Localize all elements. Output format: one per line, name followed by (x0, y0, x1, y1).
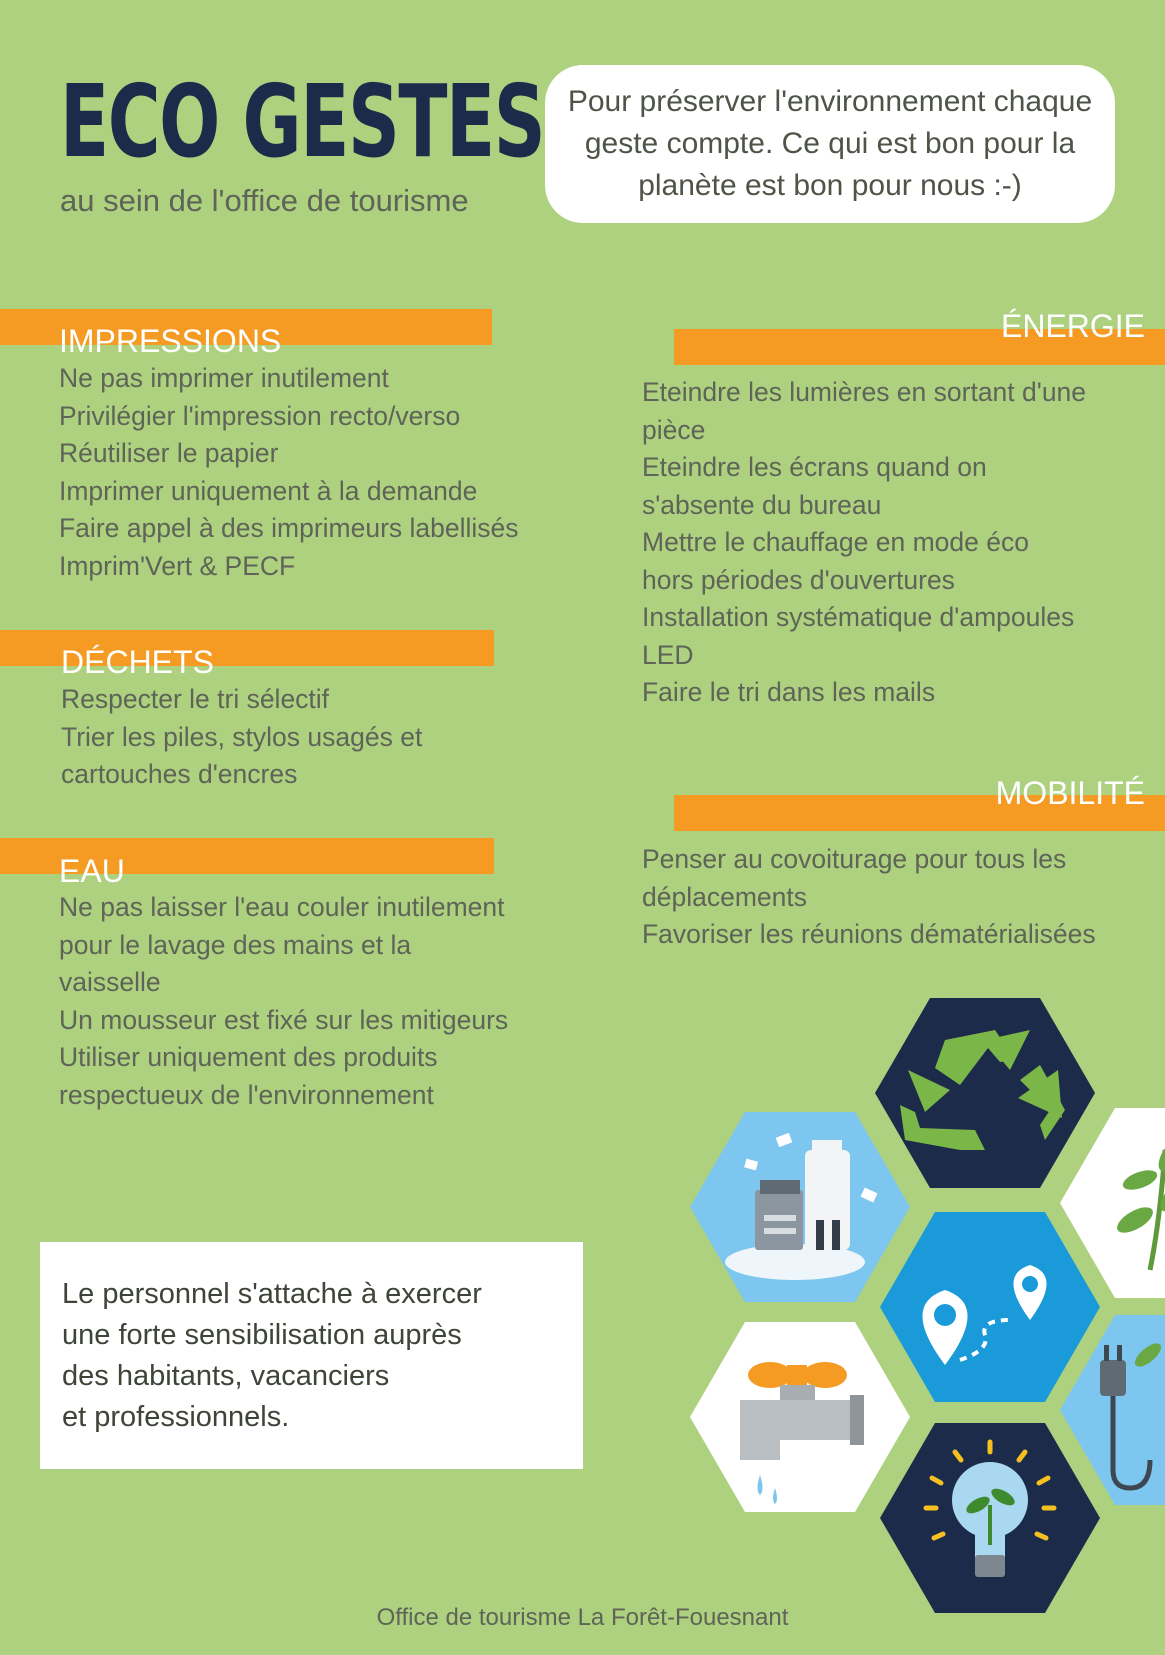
list-item: pièce (642, 414, 706, 445)
section-title-impressions: IMPRESSIONS (59, 323, 282, 359)
list-item: vaisselle (59, 967, 161, 997)
awareness-line: une forte sensibilisation auprès (62, 1319, 462, 1351)
section-title-eau: EAU (59, 853, 125, 889)
list-item: Installation systématique d'ampoules (642, 602, 1075, 632)
list-item: respectueux de l'environnement (59, 1079, 434, 1110)
list-item: Mettre le chauffage en mode éco (642, 527, 1029, 557)
footer-text: Office de tourisme La Forêt-Fouesnant (376, 1604, 789, 1631)
list-item: Eteindre les écrans quand on (642, 452, 987, 482)
awareness-line: des habitants, vacanciers (62, 1360, 390, 1392)
map-pins-icon (880, 1212, 1100, 1402)
awareness-line: et professionnels. (62, 1401, 290, 1433)
list-item: Privilégier l'impression recto/verso (59, 400, 461, 431)
list-item: hors périodes d'ouvertures (642, 564, 955, 595)
list-item: LED (642, 639, 694, 670)
list-item: déplacements (642, 881, 807, 912)
section-title-mobilite: MOBILITÉ (995, 775, 1145, 811)
list-item: Réutiliser le papier (59, 438, 279, 468)
list-item: Faire le tri dans les mails (642, 677, 936, 707)
faucet-icon (690, 1322, 910, 1512)
list-item: Ne pas imprimer inutilement (59, 363, 389, 393)
list-item: Utiliser uniquement des produits (59, 1042, 438, 1072)
recycle-icon (875, 998, 1095, 1188)
section-title-energie: ÉNERGIE (1000, 308, 1145, 344)
list-item: Un mousseur est fixé sur les mitigeurs (59, 1004, 509, 1035)
quote-text: Pour préserver l'environnement chaque geste compte. Ce qui est bon pour la planète est bon pour nous :-) (567, 85, 1093, 202)
list-item: Imprimer uniquement à la demande (59, 475, 478, 506)
page-subtitle: au sein de l'office de tourisme (60, 183, 469, 218)
list-item: Eteindre les lumières en sortant d'une (642, 377, 1087, 407)
list-item: pour le lavage des mains et la (59, 929, 412, 960)
office-paper-icon (690, 1112, 910, 1302)
list-item: Imprim'Vert & PECF (59, 550, 296, 581)
section-title-dechets: DÉCHETS (61, 644, 214, 680)
list-item: s'absente du bureau (642, 489, 882, 520)
page-title: ECO GESTES (60, 63, 545, 180)
list-item: Respecter le tri sélectif (61, 684, 330, 714)
awareness-line: Le personnel s'attache à exercer (62, 1278, 482, 1310)
list-item: Favoriser les réunions dématérialisées (642, 919, 1096, 949)
lightbulb-icon (880, 1423, 1100, 1613)
list-item: Trier les piles, stylos usagés et (61, 721, 423, 752)
list-item: Penser au covoiturage pour tous les (642, 844, 1067, 874)
list-item: Ne pas laisser l'eau couler inutilement (59, 892, 505, 922)
list-item: Faire appel à des imprimeurs labellisés (59, 513, 519, 543)
list-item: cartouches d'encres (61, 759, 298, 789)
